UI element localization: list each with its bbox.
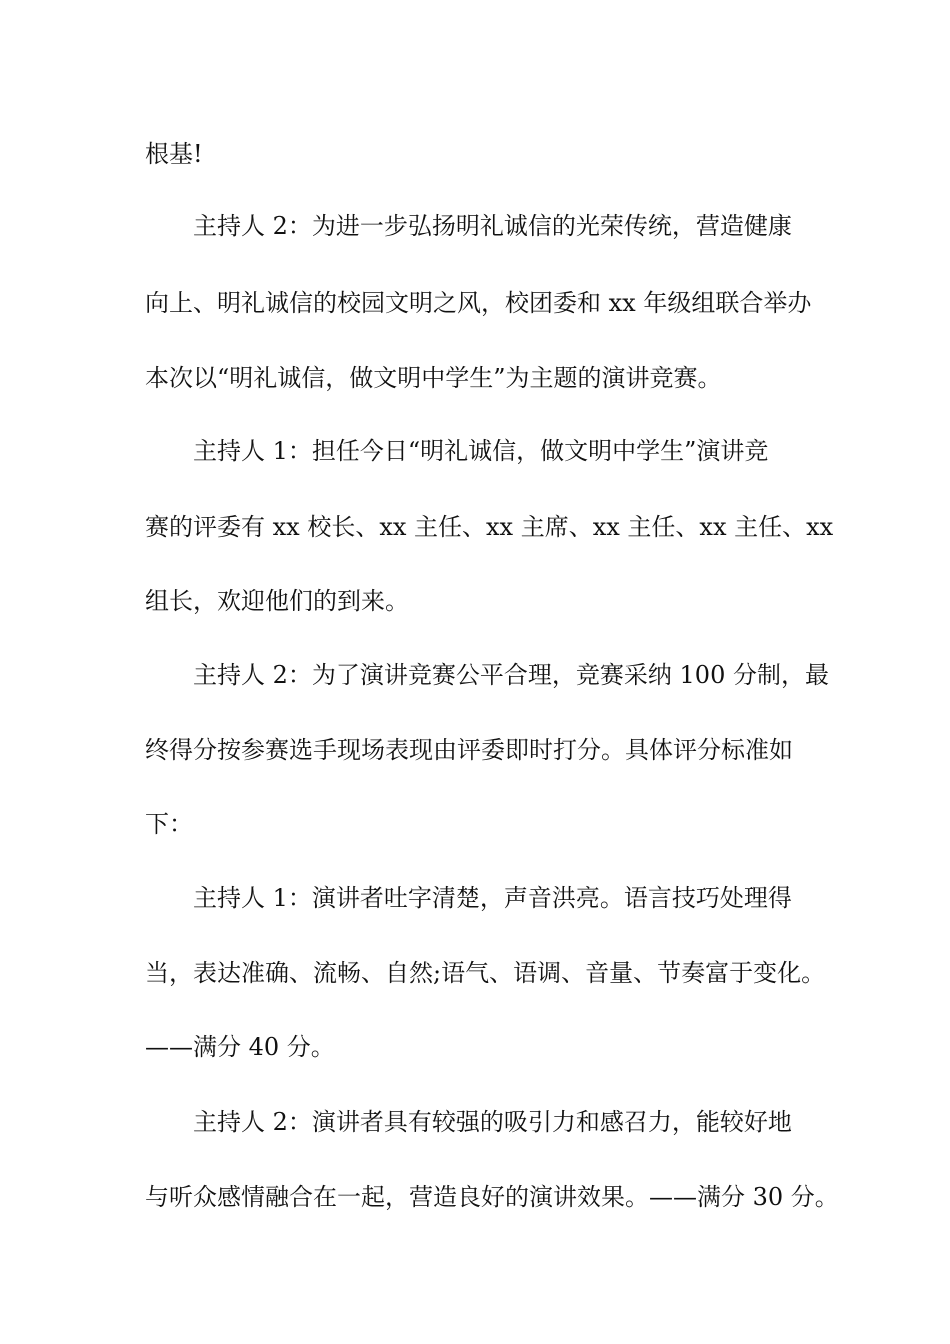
text-line: 当，表达准确、流畅、自然;语气、语调、音量、节奏富于变化。 <box>145 959 826 987</box>
text-line: 组长，欢迎他们的到来。 <box>145 587 409 615</box>
text-line: 本次以“明礼诚信，做文明中学生”为主题的演讲竞赛。 <box>145 364 722 392</box>
paragraph-first-line: 主持人 1：担任今日“明礼诚信，做文明中学生”演讲竞 <box>193 437 769 465</box>
paragraph-first-line: 主持人 1：演讲者吐字清楚，声音洪亮。语言技巧处理得 <box>193 884 792 912</box>
text-line: 赛的评委有 xx 校长、xx 主任、xx 主席、xx 主任、xx 主任、xx <box>145 513 834 541</box>
paragraph-first-line: 主持人 2：为进一步弘扬明礼诚信的光荣传统，营造健康 <box>193 212 792 240</box>
text-line: 下： <box>145 810 193 838</box>
text-line: ——满分 40 分。 <box>145 1033 335 1061</box>
text-line: 终得分按参赛选手现场表现由评委即时打分。具体评分标准如 <box>145 736 793 764</box>
paragraph-first-line: 主持人 2：演讲者具有较强的吸引力和感召力，能较好地 <box>193 1108 792 1136</box>
paragraph-first-line: 主持人 2：为了演讲竞赛公平合理，竞赛采纳 100 分制，最 <box>193 661 829 689</box>
text-line: 向上、明礼诚信的校园文明之风，校团委和 xx 年级组联合举办 <box>145 289 812 317</box>
text-line: 与听众感情融合在一起，营造良好的演讲效果。——满分 30 分。 <box>145 1183 839 1211</box>
text-line: 根基! <box>145 140 203 168</box>
